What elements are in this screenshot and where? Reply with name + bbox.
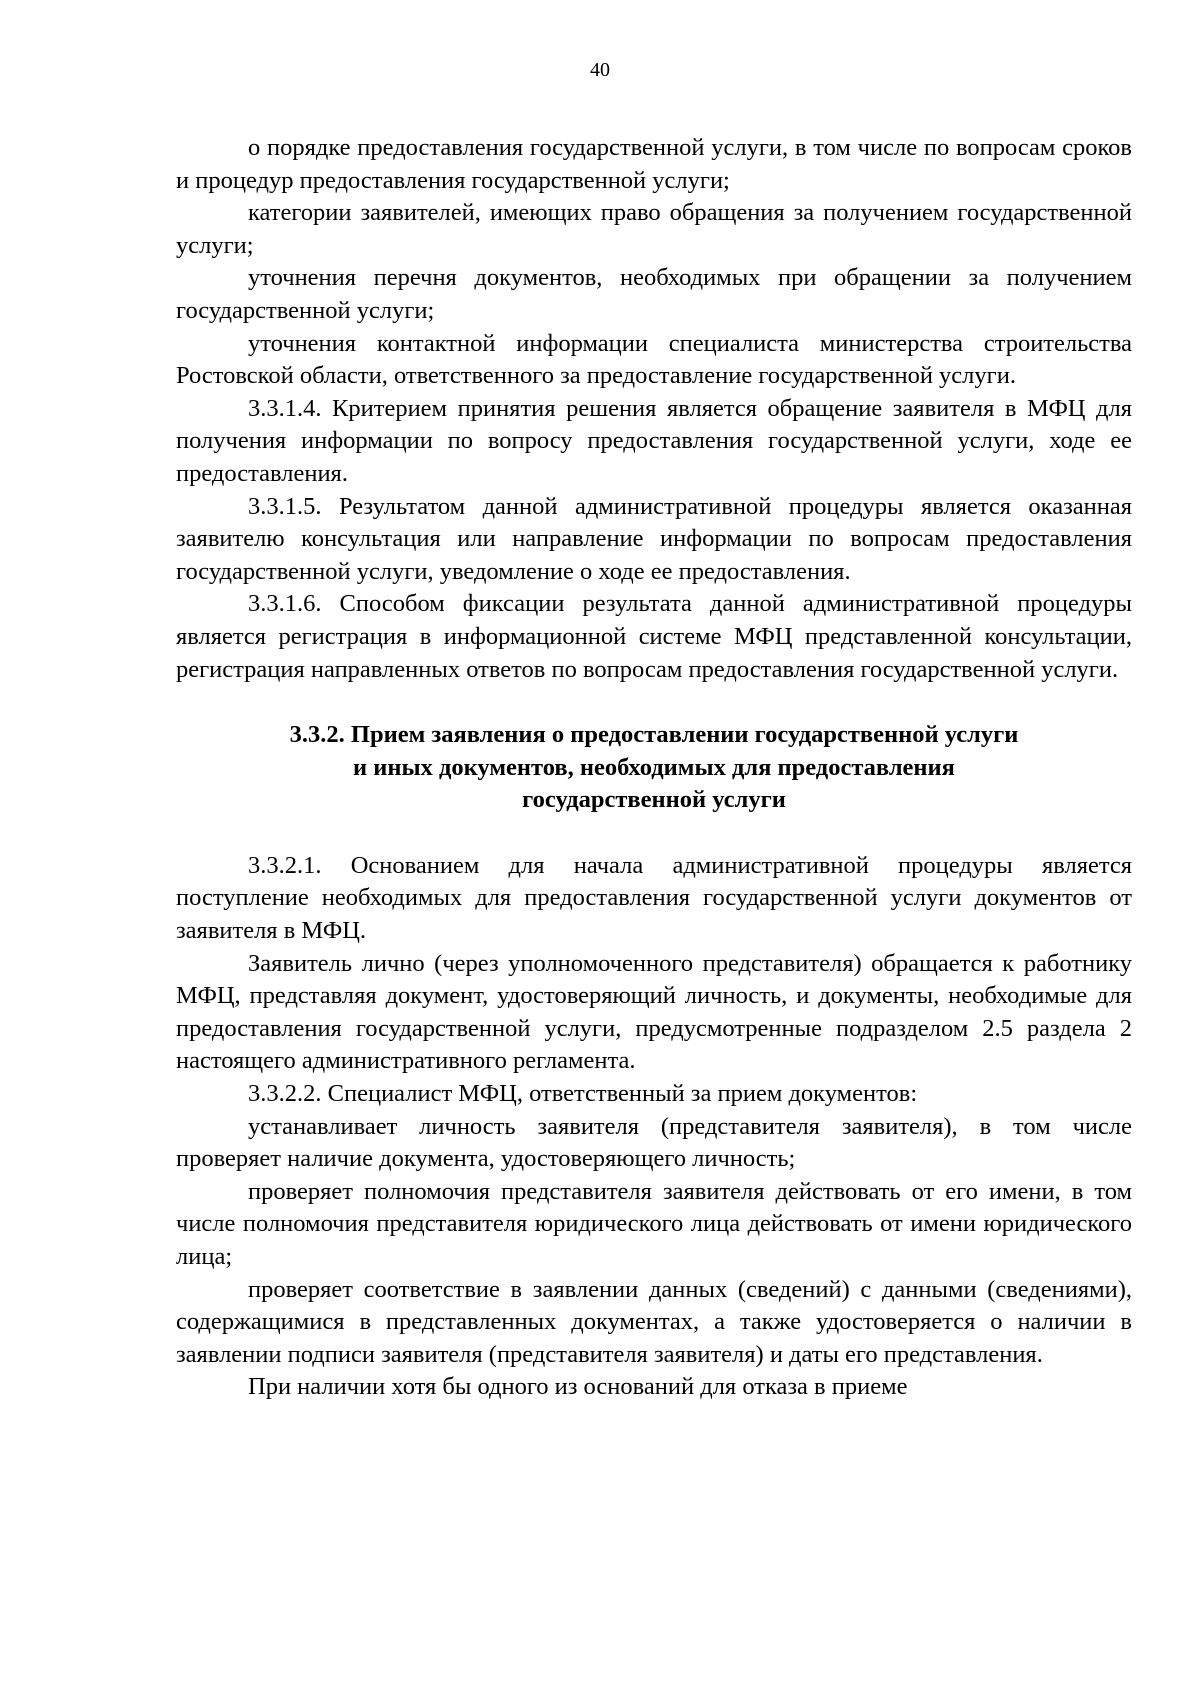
section-heading-line: государственной услуги [522, 786, 786, 814]
document-body [176, 132, 1132, 1404]
paragraph: категории заявителей, имеющих право обращения за получением государственной услуги; [176, 199, 1132, 259]
paragraph: уточнения перечня документов, необходимых при обращении за получением государственной услуги; [176, 264, 1132, 324]
section-heading [176, 719, 1132, 817]
paragraph: При наличии хотя бы одного из оснований для отказа в приеме [248, 1373, 908, 1401]
paragraph: 3.3.1.4. Критерием принятия решения является обращение заявителя в МФЦ для получения информации по вопросу предоставления государственной услуги, ходе ее предоставления. [176, 394, 1132, 487]
section-heading-line: и иных документов, необходимых для предоставления [353, 753, 955, 781]
paragraph: о порядке предоставления государственной услуги, в том числе по вопросам сроков и процедур предоставления государственной услуги; [176, 134, 1132, 194]
page-number: 40 [590, 59, 610, 81]
paragraph: 3.3.1.6. Способом фиксации результата данной административной процедуры является регистрация в информационной системе МФЦ представленной консультации, регистрация направленных ответов по вопросам предоставления государственной услуги. [176, 590, 1132, 683]
section-heading-line: 3.3.2. Прием заявления о предоставлении государственной услуги [289, 721, 1019, 749]
paragraph: устанавливает личность заявителя (представителя заявителя), в том числе проверяет наличие документа, удостоверяющего личность; [176, 1112, 1132, 1173]
paragraph: 3.3.1.5. Результатом данной административной процедуры является оказанная заявителю консультация или направление информации по вопросам предоставления государственной услуги, уведомление о ходе ее предоставления. [176, 492, 1132, 585]
paragraph: проверяет полномочия представителя заявителя действовать от его имени, в том числе полномочия представителя юридического лица действовать от имени юридического лица; [176, 1177, 1132, 1270]
paragraph: 3.3.2.2. Специалист МФЦ, ответственный за прием документов: [248, 1080, 918, 1108]
paragraph: Заявитель лично (через уполномоченного представителя) обращается к работнику МФЦ, представляя документ, удостоверяющий личность, и документы, необходимые для предоставления государственной услуги, предусмотренные подразделом 2.5 раздела 2 настоящего административного регламента. [176, 949, 1132, 1075]
paragraph: 3.3.2.1. Основанием для начала административной процедуры является поступление необходимых для предоставления государственной услуги документов от заявителя в МФЦ. [176, 851, 1132, 945]
paragraph: проверяет соответствие в заявлении данных (сведений) с данными (сведениями), содержащимися в представленных документах, а также удостоверяется о наличии в заявлении подписи заявителя (представителя заявителя) и даты его представления. [176, 1275, 1132, 1368]
paragraph: уточнения контактной информации специалиста министерства строительства Ростовской области, ответственного за предоставление государственной услуги. [176, 329, 1132, 390]
